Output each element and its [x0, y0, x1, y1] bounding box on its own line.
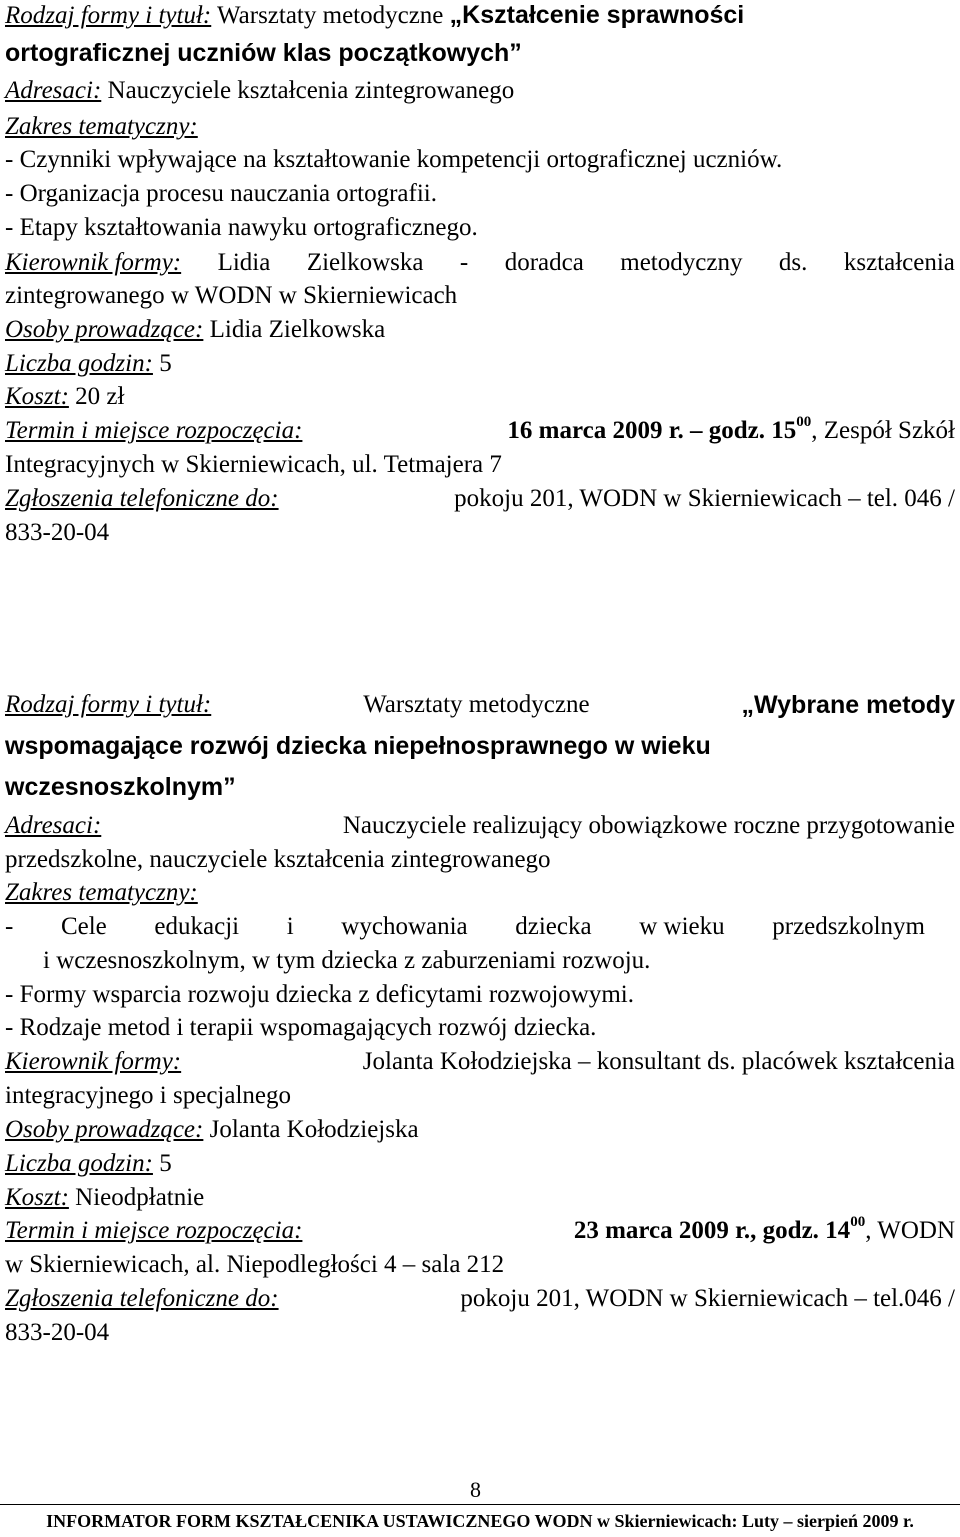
- page-number: 8: [470, 1477, 481, 1502]
- entry1-kierownik-line: [5, 248, 955, 278]
- entry2-zgloszenia-line: [5, 1284, 955, 1314]
- entry1-zgloszenia-label: Zgłoszenia telefoniczne do:: [5, 485, 279, 512]
- entry2-topic-3: - Rodzaje metod i terapii wspomagających rozwój dziecka.: [5, 1014, 597, 1041]
- entry2-liczba-label: Liczba godzin:: [5, 1150, 153, 1177]
- entry1-termin-label: Termin i miejsce rozpoczęcia:: [5, 417, 303, 444]
- entry2-termin-sup: 00: [850, 1213, 866, 1230]
- entry1-kierownik-word: kształcenia: [843, 249, 955, 276]
- entry1-title-part1: „Kształcenie sprawności: [449, 1, 745, 29]
- entry2-termin-date: 23 marca 2009 r., godz. 14: [573, 1217, 851, 1244]
- entry1-kierownik-line2: zintegrowanego w WODN w Skierniewicach: [5, 282, 458, 309]
- entry1-zakres-label: [5, 112, 955, 142]
- entry2-topic1-word: Cele: [60, 913, 107, 940]
- entry1-zgloszenia-line2: 833-20-04: [5, 519, 110, 546]
- entry2-rodzaj-label: Rodzaj formy i tytuł:: [5, 691, 212, 718]
- entry1-title-line: [5, 0, 955, 31]
- entry2-adresaci: Nauczyciele realizujący obowiązkowe roczne przygotowanie: [342, 812, 955, 839]
- entry1-adresaci-line: [5, 76, 955, 106]
- entry2-topic1-word: edukacji: [154, 913, 240, 940]
- entry2-liczba-line: [5, 1149, 955, 1179]
- entry1-adresaci: Nauczyciele kształcenia zintegrowanego: [107, 77, 515, 104]
- entry2-osoby: Jolanta Kołodziejska: [209, 1116, 419, 1143]
- entry1-kierownik-word: metodyczny: [620, 249, 743, 276]
- entry2-title-part1: „Wybrane metody: [741, 691, 955, 719]
- entry2-termin-line: [5, 1213, 955, 1246]
- entry2-zgloszenia: pokoju 201, WODN w Skierniewicach – tel.046 /: [460, 1285, 955, 1312]
- entry1-liczba-label: Liczba godzin:: [5, 350, 153, 377]
- entry1-termin-rest: , Zespół Szkół: [811, 417, 955, 444]
- entry2-zgloszenia-label: Zgłoszenia telefoniczne do:: [5, 1285, 279, 1312]
- entry1-zgloszenia: pokoju 201, WODN w Skierniewicach – tel. 046 /: [454, 485, 955, 512]
- entry1-zgloszenia-line: [5, 484, 955, 514]
- entry2-adresaci-label: Adresaci:: [5, 812, 102, 839]
- entry2-topic1-word: przedszkolnym: [772, 913, 925, 940]
- entry1-termin-line: [5, 413, 955, 446]
- entry2-kierownik-line2: integracyjnego i specjalnego: [5, 1082, 291, 1109]
- entry2-title-part3: wczesnoszkolnym”: [5, 773, 236, 801]
- entry2-adresaci-line: [5, 811, 955, 841]
- entry2-kierownik-label: Kierownik formy:: [5, 1048, 182, 1075]
- entry2-topic1-word: i: [286, 913, 294, 940]
- entry2-topic1-word: w wieku: [639, 913, 725, 940]
- entry1-topic-2: - Organizacja procesu nauczania ortografii.: [5, 180, 437, 207]
- entry1-liczba: 5: [159, 350, 172, 377]
- footer-text: INFORMATOR FORM KSZTAŁCENIKA USTAWICZNEGO WODN w Skierniewicach: Luty – sierpień 2009 r.: [46, 1511, 914, 1531]
- entry2-termin-line2: w Skierniewicach, al. Niepodległości 4 – sala 212: [5, 1251, 505, 1278]
- entry2-osoby-label: Osoby prowadzące:: [5, 1116, 204, 1143]
- entry2-koszt-line: [5, 1183, 955, 1213]
- entry1-title-part2: ortograficznej uczniów klas początkowych”: [5, 39, 522, 67]
- entry2-topic1-word: -: [5, 913, 14, 940]
- entry1-rodzaj-label: Rodzaj formy i tytuł:: [5, 2, 212, 29]
- entry2-title-part2: wspomagające rozwój dziecka niepełnosprawnego w wieku: [5, 732, 711, 760]
- entry1-kierownik-word: Lidia: [217, 249, 271, 276]
- entry2-zakres-label-text: Zakres tematyczny:: [5, 879, 198, 906]
- entry1-type: Warsztaty metodyczne: [217, 2, 444, 29]
- entry1-termin-sup: 00: [796, 413, 812, 430]
- entry2-kierownik: Jolanta Kołodziejska – konsultant ds. placówek kształcenia: [362, 1048, 955, 1075]
- entry2-termin-label: Termin i miejsce rozpoczęcia:: [5, 1217, 303, 1244]
- entry2-topic1-word: dziecka: [515, 913, 592, 940]
- entry1-osoby-label: Osoby prowadzące:: [5, 316, 204, 343]
- entry1-topic-1: - Czynniki wpływające na kształtowanie kompetencji ortograficznej uczniów.: [5, 146, 783, 173]
- entry1-topic-3: - Etapy kształtowania nawyku ortograficznego.: [5, 214, 478, 241]
- entry1-osoby: Lidia Zielkowska: [209, 316, 386, 343]
- entry2-topic-1: [5, 912, 925, 942]
- entry1-koszt: 20 zł: [75, 383, 125, 410]
- entry1-zakres-label-text: Zakres tematyczny:: [5, 113, 198, 140]
- entry1-koszt-label: Koszt:: [5, 383, 69, 410]
- entry2-title-line: [5, 690, 955, 720]
- entry2-type: Warsztaty metodyczne: [363, 691, 590, 718]
- entry2-liczba: 5: [159, 1150, 172, 1177]
- entry2-koszt: Nieodpłatnie: [75, 1184, 205, 1211]
- entry1-kierownik-label: Kierownik formy:: [5, 249, 182, 276]
- entry2-zgloszenia-line2: 833-20-04: [5, 1319, 110, 1346]
- entry2-kierownik-line: [5, 1047, 955, 1077]
- entry2-topic-1-line2: i wczesnoszkolnym, w tym dziecka z zaburzeniami rozwoju.: [43, 947, 651, 974]
- entry2-topic-2: - Formy wsparcia rozwoju dziecka z deficytami rozwojowymi.: [5, 981, 634, 1008]
- entry1-koszt-line: [5, 382, 955, 412]
- entry1-termin-date: 16 marca 2009 r. – godz. 15: [507, 417, 797, 444]
- entry1-kierownik-word: -: [459, 249, 469, 276]
- entry2-koszt-label: Koszt:: [5, 1184, 69, 1211]
- entry1-termin-line2: Integracyjnych w Skierniewicach, ul. Tetmajera 7: [5, 451, 502, 478]
- entry1-kierownik-word: Zielkowska: [306, 249, 424, 276]
- entry2-osoby-line: [5, 1115, 955, 1145]
- entry1-osoby-line: [5, 315, 955, 345]
- entry1-liczba-line: [5, 349, 955, 379]
- entry1-adresaci-label: Adresaci:: [5, 77, 102, 104]
- footer-divider: [0, 1504, 960, 1505]
- entry2-termin-rest: , WODN: [865, 1217, 955, 1244]
- entry2-zakres-label: [5, 878, 955, 908]
- entry1-kierownik-word: doradca: [504, 249, 584, 276]
- entry2-topic1-word: wychowania: [341, 913, 468, 940]
- entry2-adresaci-line2: przedszkolne, nauczyciele kształcenia zintegrowanego: [5, 846, 551, 873]
- entry1-kierownik-word: ds.: [778, 249, 808, 276]
